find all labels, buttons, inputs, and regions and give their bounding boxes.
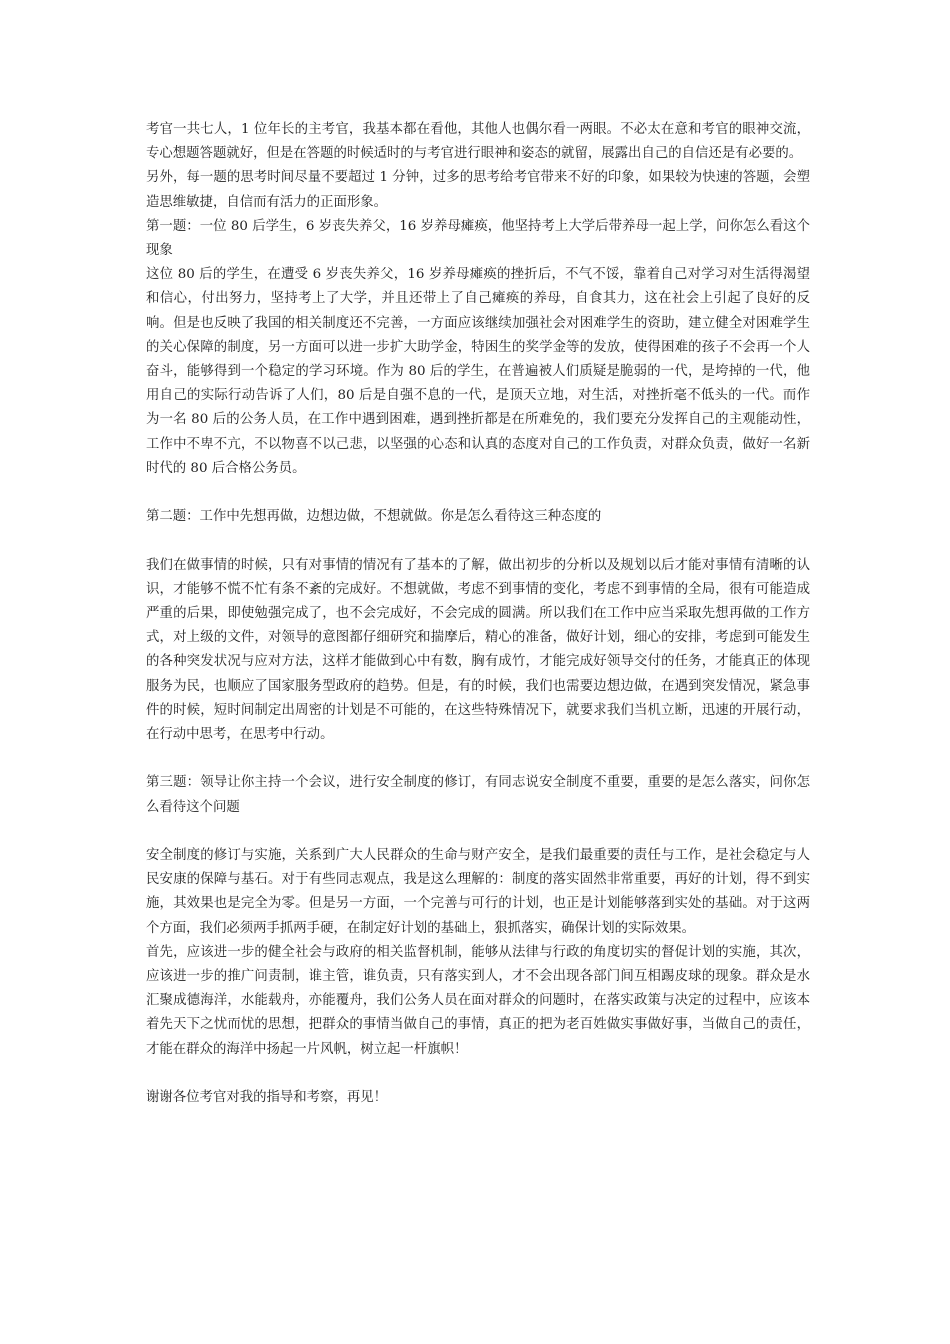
question-2-heading: 第二题：工作中先想再做，边想边做，不想就做。你是怎么看待这三种态度的 (146, 509, 602, 525)
answer-3-continuation: 首先，应该进一步的健全社会与政府的相关监督机制，能够从法律与行政的角度切实的督促计划的实施，其次，应该进一步的推广问责制，谁主管，谁负责，只有落实到人，才不会出现各部门间互相踢皮球的现象。群众是水汇聚成德海洋，水能载舟，亦能覆舟，我们公务人员在面对群众的问题时，在落实政策与决定的过程中，应该本着先天下之忧而忧的思想，把群众的事情当做自己的事情，真正的把为老百姓做实事做好事，当做自己的责任，才能在群众的海洋中扬起一片风帆，树立起一杆旗帜！ (146, 944, 810, 1057)
paragraph-spacer (146, 1062, 810, 1086)
question-1-heading: 第一题：一位 80 后学生，6 岁丧失养父，16 岁养母瘫痪，他坚持考上大学后带养母一起上学，问你怎么看这个现象 (146, 218, 810, 259)
answer-3-paragraph: 安全制度的修订与实施，关系到广大人民群众的生命与财产安全，是我们最重要的责任与工作，是社会稳定与人民安康的保障与基石。对于有些同志观点，我是这么理解的：制度的落实固然非常重要，再好的计划，得不到实施，其效果也是完全为零。但是另一方面，一个完善与可行的计划，也正是计划能够落到实处的基础。对于这两个方面，我们必须两手抓两手硬，在制定好计划的基础上，狠抓落实，确保计划的实际效果。 (146, 848, 810, 936)
answer-1-paragraph: 这位 80 后的学生，在遭受 6 岁丧失养父，16 岁养母瘫痪的挫折后，不气不馁，靠着自己对学习对生活得渴望和信心，付出努力，坚持考上了大学，并且还带上了自己瘫痪的养母，自食其力，这在社会上引起了良好的反响。但是也反映了我国的相关制度还不完善，一方面应该继续加强社会对困难学生的资助，建立健全对困难学生的关心保障的制度，另一方面可以进一步扩大助学金，特困生的奖学金等的发放，使得困难的孩子不会再一个人奋斗，能够得到一个稳定的学习环境。作为 80 后的学生，在普遍被人们质疑是脆弱的一代，是垮掉的一代，他用自己的实际行动告诉了人们，80 后是自强不息的一代，是顶天立地，对生活，对挫折毫不低头的一代。而作为一名 80 后的公务人员，在工作中遇到困难，遇到挫折都是在所难免的，我们要充分发挥自己的主观能动性，工作中不卑不亢，不以物喜不以己悲，以坚强的心态和认真的态度对自己的工作负责，对群众负责，做好一名新时代的 80 后合格公务员。 (146, 267, 810, 476)
paragraph-thinking-time: 另外，每一题的思考时间尽量不要超过 1 分钟，过多的思考给考官带来不好的印象，如果较为快速的答题，会塑造思维敏捷，自信而有活力的正面形象。 (146, 170, 810, 210)
answer-2-paragraph: 我们在做事情的时候，只有对事情的情况有了基本的了解，做出初步的分析以及规划以后才能对事情有清晰的认识，才能够不慌不忙有条不紊的完成好。不想就做，考虑不到事情的变化，考虑不到事情的全局，很有可能造成严重的后果，即使勉强完成了，也不会完成好，不会完成的圆满。所以我们在工作中应当采取先想再做的工作方式，对上级的文件，对领导的意图都仔细研究和揣摩后，精心的准备，做好计划，细心的安排，考虑到可能发生的各种突发状况与应对方法，这样才能做到心中有数，胸有成竹，才能完成好领导交付的任务，才能真正的体现服务为民，也顺应了国家服务型政府的趋势。但是，有的时候，我们也需要边想边做，在遇到突发情况，紧急事件的时候，短时间制定出周密的计划是不可能的，在这些特殊情况下，就要求我们当机立断，迅速的开展行动，在行动中思考，在思考中行动。 (146, 557, 810, 743)
document-body (146, 118, 810, 1110)
paragraph-spacer (146, 481, 810, 505)
question-3-heading: 第三题：领导让你主持一个会议，进行安全制度的修订，有同志说安全制度不重要，重要的是怎么落实，问你怎么看待这个问题 (146, 775, 810, 815)
closing-remark: 谢谢各位考官对我的指导和考察，再见！ (146, 1090, 388, 1106)
paragraph-spacer (146, 820, 810, 844)
paragraph-exam-intro: 考官一共七人，1 位年长的主考官，我基本都在看他，其他人也偶尔看一两眼。不必太在意和考官的眼神交流，专心想题答题就好，但是在答题的时候适时的与考官进行眼神和姿态的就留，展露出自己的自信还是有必要的。 (146, 122, 810, 162)
paragraph-spacer (146, 529, 810, 553)
paragraph-spacer (146, 747, 810, 771)
